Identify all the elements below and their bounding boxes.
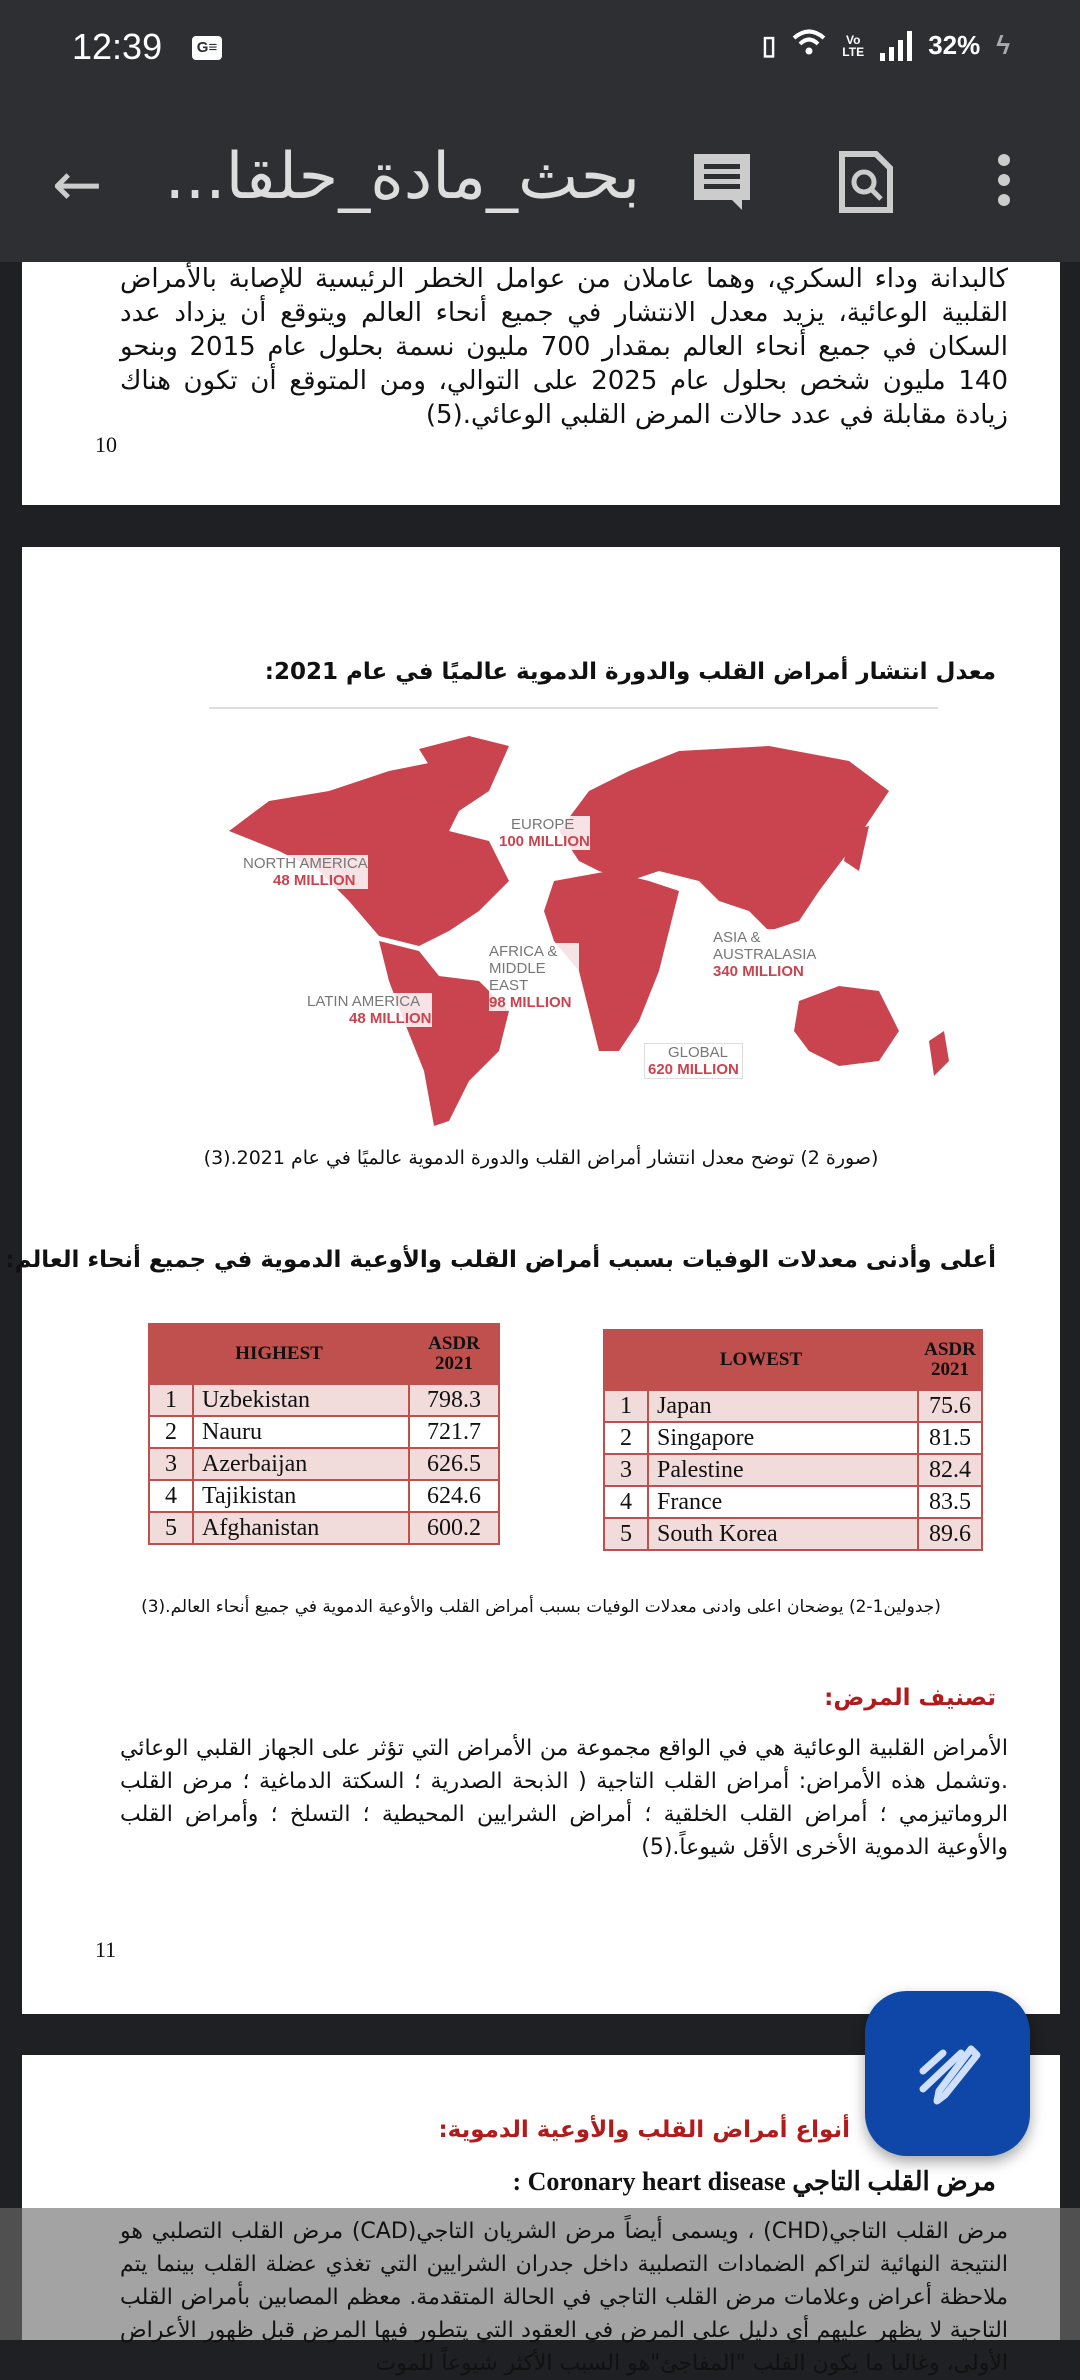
table-cell: 1 (149, 1384, 193, 1416)
table-cell: France (648, 1486, 918, 1518)
table-cell: Afghanistan (193, 1512, 409, 1544)
table-row (149, 1480, 499, 1512)
table-row (149, 1512, 499, 1544)
table-cell: 83.5 (918, 1486, 982, 1518)
table-cell: 2 (149, 1416, 193, 1448)
table-cell: 4 (149, 1480, 193, 1512)
table-cell: 5 (604, 1518, 648, 1550)
world-map (209, 731, 1009, 1131)
status-time: 12:39 (72, 26, 163, 67)
find-in-document-icon[interactable] (838, 150, 894, 219)
table-cell: South Korea (648, 1518, 918, 1550)
table-row (149, 1416, 499, 1448)
page-10-paragraph: كالبدانة وداء السكري، وهما عاملان من عوامل الخطر الرئيسية للإصابة بالأمراض القلبية الوعائية، يزيد معدل الانتشار في جميع أنحاء العالم ويتوقع أن يزداد عدد السكان في جميع أنحاء العالم بمقدار 700 مليون نسمة بحلول عام 2015 وبنحو 140 مليون شخص بحلول عام 2025 على التوالي، ومن المتوقع أن تكون هناك زيادة مقابلة في عدد حالات المرض القلبي الوعائي.(5) (120, 264, 1008, 430)
table-cell: 4 (604, 1486, 648, 1518)
map-heading: معدل انتشار أمراض القلب والدورة الدموية عالميًا في عام 2021: (264, 659, 996, 685)
table-cell: 3 (604, 1454, 648, 1486)
coronary-subheading: مرض القلب التاجي Coronary heart disease : (512, 2167, 996, 2196)
divider (209, 707, 938, 709)
coronary-paragraph: مرض القلب التاجي(CHD) ، ويسمى أيضاً مرض الشريان التاجي(CAD) مرض القلب التصلبي هو النتيجة النهائية لتراكم الضمادات التصلبية داخل جدران الشرايين التي تغذي عضلة القلب بينما يتم ملاحظة أعراض وعلامات مرض القلب التاجي في الحالة المتقدمة. معظم المصابين بأمراض القلب التاجية لا يظهر عليهم أي دليل على المرض في العقود التي يتطور فيها المرض قبل ظهور الأعراض الأولى، وغالبا ما يكون القلب "المفاجئ"هو السبب الأكثر شيوعاً للموت (120, 2219, 1008, 2376)
highest-table (148, 1323, 500, 1545)
table-cell: Uzbekistan (193, 1384, 409, 1416)
pen-edit-icon (865, 1991, 1030, 2156)
map-label-africa: AFRICA & MIDDLE EAST 98 MILLION (489, 943, 579, 1011)
table-cell: 600.2 (409, 1512, 499, 1544)
table-cell: Japan (648, 1390, 918, 1422)
map-label-asia: ASIA & AUSTRALASIA 340 MILLION (713, 929, 817, 980)
table-row (149, 1448, 499, 1480)
page-10 (22, 262, 1060, 505)
table-cell: 624.6 (409, 1480, 499, 1512)
table-cell: 81.5 (918, 1422, 982, 1454)
table-cell: Azerbaijan (193, 1448, 409, 1480)
table-row (604, 1518, 982, 1550)
edit-button[interactable] (865, 1991, 1030, 2156)
table-cell: 798.3 (409, 1384, 499, 1416)
table-row (604, 1422, 982, 1454)
volte-icon: Vo LTE (842, 32, 865, 59)
table-cell: 1 (604, 1390, 648, 1422)
table-row (604, 1330, 982, 1390)
world-map-shapes (209, 731, 1009, 1131)
table-cell: Singapore (648, 1422, 918, 1454)
classification-paragraph: الأمراض القلبية الوعائية هي في الواقع مجموعة من الأمراض التي تؤثر على الجهاز القلبي الوعائي .وتشمل هذه الأمراض: أمراض القلب التاجية ( الذبحة الصدرية ؛ السكتة الدماغية ؛ مرض القلب الروماتيزمي ؛ أمراض القلب الخلقية ؛ أمراض الشرايين المحيطية ؛ التسلخ ؛ وأمراض القلب والأوعية الدموية الأخرى الأقل شيوعاً.(5) (120, 1736, 1008, 1860)
table-row (604, 1454, 982, 1486)
map-label-north-america: NORTH AMERICA 48 MILLION (243, 855, 368, 889)
page-number: 11 (95, 1937, 117, 1962)
table-cell: 5 (149, 1512, 193, 1544)
map-caption: (صورة 2) توضح معدل انتشار أمراض القلب والدورة الدموية عالميًا في عام 2021.(3) (203, 1147, 879, 1169)
classification-heading: تصنيف المرض: (824, 1685, 996, 1711)
table-cell: 721.7 (409, 1416, 499, 1448)
map-label-global: GLOBAL 620 MILLION (644, 1043, 743, 1079)
status-icons (762, 28, 1010, 63)
top-bar (0, 0, 1080, 262)
table-cell: Nauru (193, 1416, 409, 1448)
signal-icon (880, 31, 912, 61)
notification-icon: G≡ (192, 36, 222, 60)
map-label-europe: EUROPE 100 MILLION (499, 816, 590, 850)
charging-icon: ϟ (996, 30, 1010, 60)
types-heading: أنواع أمراض القلب والأوعية الدموية: (438, 2117, 850, 2143)
table-row (604, 1390, 982, 1422)
vibrate-icon: ▯ (761, 30, 777, 60)
map-label-latin-america: LATIN AMERICA 48 MILLION (307, 993, 432, 1027)
table-cell: 89.6 (918, 1518, 982, 1550)
wifi-icon (792, 28, 826, 63)
table-cell: 3 (149, 1448, 193, 1480)
back-arrow-icon[interactable]: ← (52, 150, 103, 220)
comments-icon[interactable] (690, 150, 754, 219)
highest-header: HIGHEST (149, 1324, 409, 1384)
more-options-icon[interactable] (996, 152, 1012, 213)
tables-caption: (جدولين1-2) يوضحان اعلى وادنى معدلات الوفيات بسبب أمراض القلب والأوعية الدموية في جميع أنحاء العالم.(3) (141, 1597, 941, 1617)
table-row (149, 1384, 499, 1416)
asdr-header: ASDR 2021 (409, 1324, 499, 1384)
page-11 (5, 547, 1060, 2014)
lowest-table (603, 1329, 983, 1551)
table-cell: 626.5 (409, 1448, 499, 1480)
table-row (149, 1324, 499, 1384)
table-cell: Tajikistan (193, 1480, 409, 1512)
lowest-header: LOWEST (604, 1330, 918, 1390)
page-number: 10 (95, 432, 117, 457)
asdr-header: ASDR 2021 (918, 1330, 982, 1390)
table-cell: 82.4 (918, 1454, 982, 1486)
table-row (604, 1486, 982, 1518)
table-cell: Palestine (648, 1454, 918, 1486)
battery-text: 32% (928, 30, 981, 60)
document-title: بحث_مادة_حلقا... (164, 140, 640, 214)
table-cell: 75.6 (918, 1390, 982, 1422)
table-cell: 2 (604, 1422, 648, 1454)
tables-heading: أعلى وأدنى معدلات الوفيات بسبب أمراض القلب والأوعية الدموية في جميع أنحاء العالم: (5, 1247, 996, 1273)
